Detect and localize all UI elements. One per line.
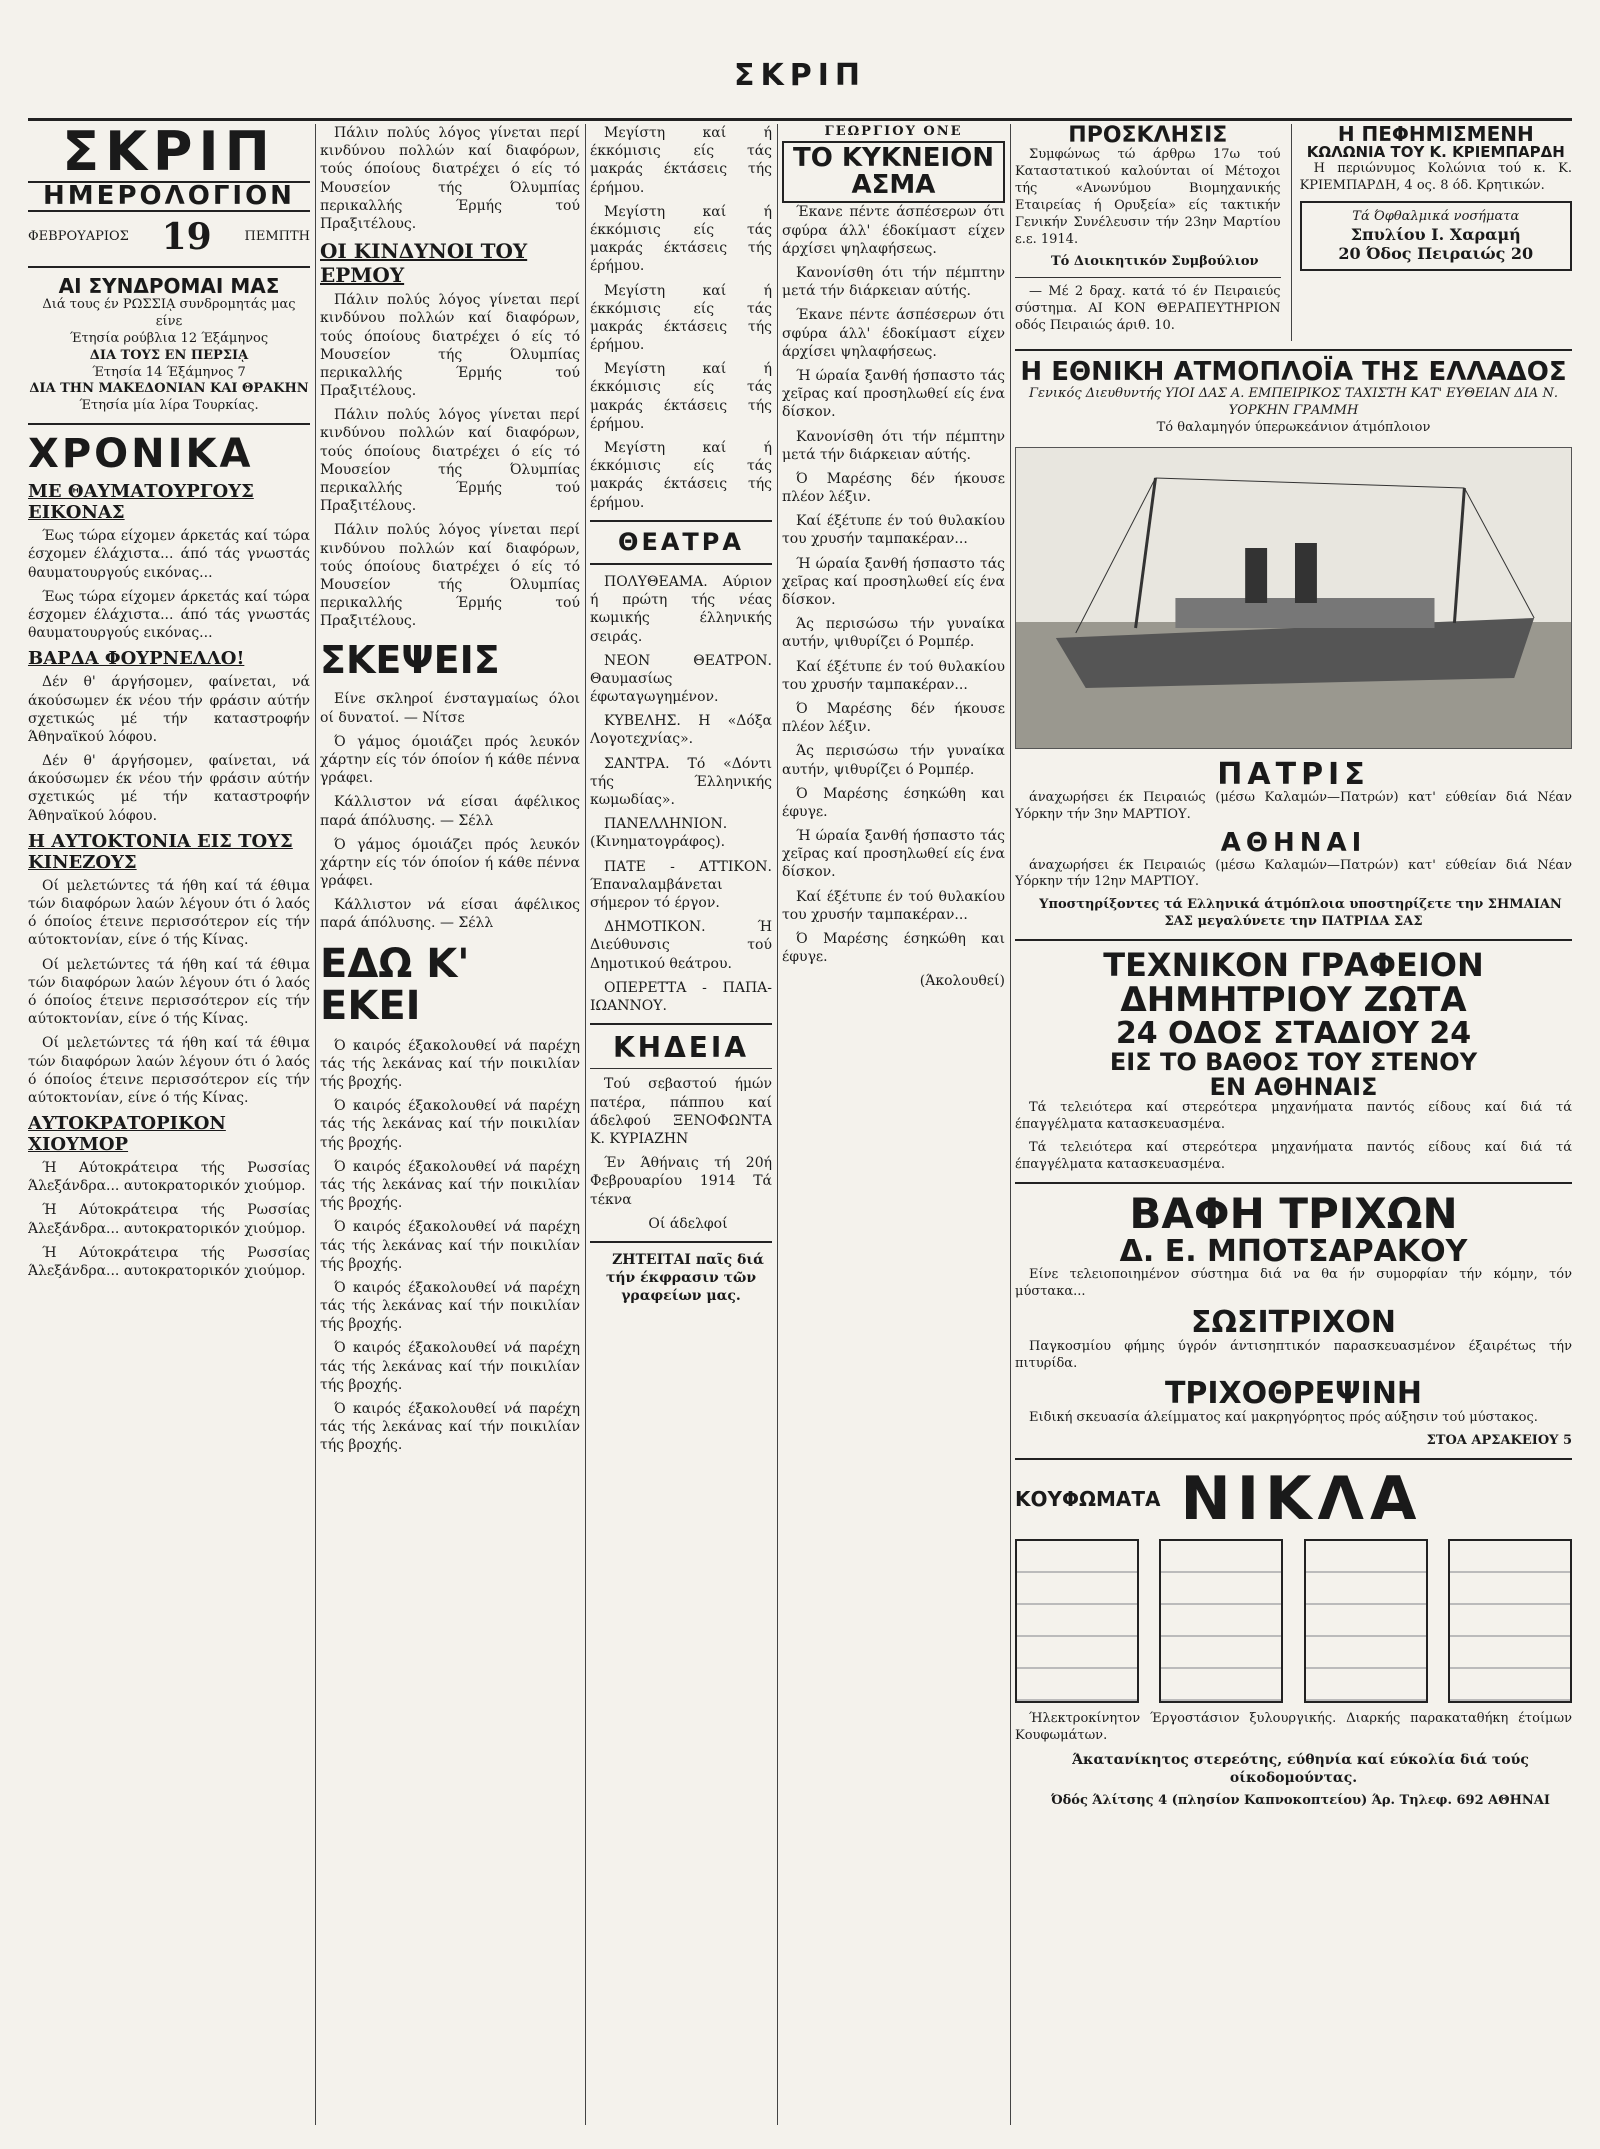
column-rule xyxy=(585,124,586,2125)
section-chronika: ΧΡΟΝΙΚΑ xyxy=(28,431,254,478)
story-text: Ό Μαρέσης δέν ήκουσε πλέον λέξιν. xyxy=(782,470,1005,506)
theatre-listing: ΔΗΜΟΤΙΚΟΝ. Ή Διεύθυνσις τού Δημοτικού θεάτρου. xyxy=(590,919,772,972)
ship-patris: ΠΑΤΡΙΣ xyxy=(1217,756,1370,792)
wanted-notice: ΖΗΤΕΙΤΑΙ παῖς διά τήν έκφρασιν τῶν γραφείων μας. xyxy=(605,1251,764,1305)
article-text: Ό καιρός έξακολουθεί νά παρέχη τάς τής λεκάνας καί τήν ποικιλίαν τής βροχής. xyxy=(320,1279,580,1333)
hair-dye-name: Δ. Ε. ΜΠΟΤΣΑΡΑΚΟΥ xyxy=(1119,1233,1468,1269)
section-skepseis: ΣΚΕΨΕΙΣ xyxy=(320,637,500,682)
shipping-subtitle: Γενικός Διευθυντής ΥΙΟΙ ΔΑΣ Α. ΕΜΠΕΙΡΙΚΟΣ ΤΑΧΙΣΤΗ ΚΑΤ' ΕΥΘΕΙΑΝ ΔΙΑ Ν. ΥΟΡΚΗΝ ΓΡΑΜΜΗ xyxy=(1029,386,1558,419)
theatre-listing: ΚΥΒΕΛΗΣ. Η «Δόξα Λογοτεχνίας». xyxy=(590,713,772,748)
ophthalmic-address: 20 Όδος Πειραιώς 20 xyxy=(1338,244,1534,264)
section-kideia: ΚΗΔΕΙΑ xyxy=(612,1031,749,1065)
story-text: Άς περισώσω τήν γυναίκα αυτήν, ψιθυρίζει ό Ρομπέρ. xyxy=(782,616,1005,651)
article-heading: ΜΕ ΘΑΥΜΑΤΟΥΡΓΟΥΣ ΕΙΚΟΝΑΣ xyxy=(28,481,254,524)
article-heading: ΟΙ ΚΙΝΔΥΝΟΙ ΤΟΥ ΕΡΜΟΥ xyxy=(320,239,528,288)
theatre-listing: ΠΟΛΥΘΕΑΜΑ. Αύριον ή πρώτη τής νέας κωμικής έλληνικής σειράς. xyxy=(590,573,772,645)
top-rule xyxy=(28,118,1572,121)
ophthalmic-line: Τά Όφθαλμικά νοσήματα xyxy=(1352,208,1520,224)
theatre-listing: ΝΕΟΝ ΘΕΑΤΡΟΝ. Θαυμασίως έφωταγωγημένον. xyxy=(590,652,772,706)
article-heading: ΑΥΤΟΚΡΑΤΟΡΙΚΟΝ ΧΙΟΥΜΟΡ xyxy=(28,1113,226,1156)
steamship-icon xyxy=(1016,448,1571,748)
shipping-title: Η ΕΘΝΙΚΗ ΑΤΜΟΠΛΟΪΑ ΤΗΣ ΕΛΛΑΔΟΣ xyxy=(1020,357,1567,387)
cologne-title: Η ΠΕΦΗΜΙΣΜΕΝΗ xyxy=(1337,124,1534,146)
section-theatra: ΘΕΑΤΡΑ xyxy=(618,527,744,556)
subscriptions-line: Έτησία ρούβλια 12 Έξάμηνος xyxy=(69,330,269,346)
column-1 xyxy=(28,124,310,2129)
story-text: Ή ώραία ξανθή ήσπαστο τάς χεῖρας καί προσηλωθεί είς ένα δίσκον. xyxy=(782,828,1005,881)
story-text: Καί έξέτυπε έν τού θυλακίου του χρυσήν ταμπακέραν... xyxy=(782,888,1005,923)
tech-text: Τά τελειότερα καί στερεότερα μηχανήματα παντός είδους καί διά τά έπαγγέλματα κατασκευασμένα. xyxy=(1015,1100,1572,1133)
quote-text: Είνε σκληροί ένσταγμαίως όλοι οί δυνατοί. — Νίτσε xyxy=(320,691,580,726)
subscriptions-line: Έτησία μία λίρα Τουρκίας. xyxy=(79,398,259,414)
article-text: Ό καιρός έξακολουθεί νά παρέχη τάς τής λεκάνας καί τήν ποικιλίαν τής βροχής. xyxy=(320,1158,580,1212)
day-number: 19 xyxy=(161,215,212,258)
story-text: Ή ώραία ξανθή ήσπαστο τάς χεῖρας καί προσηλωθεί είς ένα δίσκον. xyxy=(782,555,1005,609)
story-text: Καί έξέτυπε έν τού θυλακίου του χρυσήν ταμπακέραν... xyxy=(782,513,1005,548)
theatre-listing: ΠΑΤΕ - ΑΤΤΙΚΟΝ. Έπαναλαμβάνεται σήμερον τό έργον. xyxy=(590,858,772,911)
article-text: Οί μελετώντες τά ήθη καί τά έθιμα τών διαφόρων λαών λέγουν ότι ό λαός ό όποίος έτεινε περισσότερον είς τήν αύτοκτονίαν, είνε ό τής Κίνας. xyxy=(28,1035,310,1106)
article-text: Μεγίστη καί ή έκκόμισις είς τάς μακράς έκτάσεις τής έρήμου. xyxy=(590,282,772,354)
article-text: Ή Αύτοκράτειρα τής Ρωσσίας Άλεξάνδρα... αυτοκρατορικόν χιούμορ. xyxy=(28,1202,310,1237)
article-text: Πάλιν πολύς λόγος γίνεται περί κινδύνου πολλών καί διαφόρων, τούς όποίους διατρέχει ό είς τό Μουσείον τής Όλυμπίας περικαλλής Έρμής τού Πραξιτέλους. xyxy=(320,522,580,630)
tech-address: 24 ΟΔΟΣ ΣΤΑΔΙΟΥ 24 xyxy=(1115,1016,1472,1052)
ship-patris-text: άναχωρήσει έκ Πειραιώς (μέσω Καλαμών—Πατρών) κατ' εύθείαν διά Νέαν Υόρκην τήν 3ην ΜΑΡΤΙΟΥ. xyxy=(1015,790,1572,823)
subscriptions-line: Διά τους έν ΡΩΣΣΙᾼ συνδρομητάς μας είνε xyxy=(42,296,296,329)
article-text: Μεγίστη καί ή έκκόμισις είς τάς μακράς έκτάσεις τής έρήμου. xyxy=(590,361,772,432)
ophthalmic-name: Σπυλίου Ι. Χαραμή xyxy=(1350,225,1521,245)
cologne-text: Η περιώνυμος Κολώνια τού κ. Κ. ΚΡΙΕΜΠΑΡΔΗ, 4 ος. 8 όδ. Κρητικών. xyxy=(1299,160,1572,193)
article-text: Ό καιρός έξακολουθεί νά παρέχη τάς τής λεκάνας καί τήν ποικιλίαν τής βροχής. xyxy=(320,1098,580,1151)
story-continues: (Άκολουθεί) xyxy=(919,973,1005,990)
article-text: Ή Αύτοκράτειρα τής Ρωσσίας Άλεξάνδρα... αυτοκρατορικόν χιούμορ. xyxy=(28,1160,310,1195)
subscriptions-title: ΑΙ ΣΥΝΔΡΟΜΑΙ ΜΑΣ xyxy=(58,273,280,298)
article-text: Μεγίστη καί ή έκκόμισις είς τάς μακράς έκτάσεις τής έρήμου. xyxy=(590,203,772,275)
story-text: Ή ώραία ξανθή ήσπαστο τάς χεῖρας καί προσηλωθεί είς ένα δίσκον. xyxy=(782,367,1005,421)
nikla-text: Ήλεκτροκίνητον Έργοστάσιον ξυλουργικής. Διαρκής παρακαταθήκη έτοίμων Κουφωμάτων. xyxy=(1015,1710,1572,1743)
stoa-address: ΣΤΟΑ ΑΡΣΑΚΕΙΟΥ 5 xyxy=(1426,1432,1572,1448)
subscriptions-line: Έτησία 14 Έξάμηνος 7 xyxy=(92,364,246,380)
article-text: Οί μελετώντες τά ήθη καί τά έθιμα τών διαφόρων λαών λέγουν ότι ό λαός ό όποίος έτεινε περισσότερον είς τήν αύτοκτονίαν, είνε ό τής Κίνας. xyxy=(28,956,310,1028)
logo: ΣΚΡΙΠ xyxy=(62,124,276,183)
sositrichon-title: ΣΩΣΙΤΡΙΧΟΝ xyxy=(1190,1305,1396,1341)
column-rule xyxy=(1010,124,1011,2125)
ship-athinai-text: άναχωρήσει έκ Πειραιώς (μέσω Καλαμών—Πατρών) κατ' εύθείαν διά Νέαν Υόρκην τήν 12ην ΜΑΡΤΙΟΥ. xyxy=(1015,857,1572,890)
quote-text: Κάλλιστον νά είσαι άφέλικος παρά άπόλυσης. — Σέλλ xyxy=(320,794,580,829)
doors-label: ΚΟΥΦΩΜΑΤΑ xyxy=(1015,1486,1161,1511)
invitation-text: Συμφώνως τώ άρθρω 17ω τού Καταστατικού καλούνται οί Μέτοχοι τής «Ανωνύμου Βιομηχανικής Εταιρείας ή Ορυξεία» είς τακτικήν Γενικήν Συνέλευσιν τήν 23ην Μαρτίου ε.ε. 1914. xyxy=(1015,147,1281,247)
tech-name: ΔΗΜΗΤΡΙΟΥ ΖΩΤΑ xyxy=(1120,979,1467,1020)
column-rule xyxy=(777,124,778,2125)
tech-address-2: ΕΙΣ ΤΟ ΒΑΘΟΣ ΤΟΥ ΣΤΕΝΟΥ xyxy=(1109,1047,1478,1076)
article-text: Ό καιρός έξακολουθεί νά παρέχη τάς τής λεκάνας καί τήν ποικιλίαν τής βροχής. xyxy=(320,1037,580,1091)
door-illustration xyxy=(1448,1539,1572,1703)
article-text: Ό καιρός έξακολουθεί νά παρέχη τάς τής λεκάνας καί τήν ποικιλίαν τής βροχής. xyxy=(320,1340,580,1393)
subscriptions-line: ΔΙΑ ΤΗΝ ΜΑΚΕΔΟΝΙΑΝ ΚΑΙ ΘΡΑΚΗΝ xyxy=(29,381,309,397)
ship-athinai: ΑΘΗΝΑΙ xyxy=(1220,828,1367,859)
door-illustration xyxy=(1015,1539,1139,1703)
section-edo-kekei: ΕΔΩ Κ' ΕΚΕΙ xyxy=(320,940,470,1029)
theatre-listing: ΣΑΝΤΡΑ. Τό «Δόντι τής Έλληνικής κωμωδίας». xyxy=(590,755,772,808)
tech-title: ΤΕΧΝΙΚΟΝ ΓΡΑΦΕΙΟΝ xyxy=(1103,946,1484,985)
door-illustration xyxy=(1304,1539,1428,1703)
theatre-listing: ΟΠΕΡΕΤΤΑ - ΠΑΠΑ-ΙΩΑΝΝΟΥ. xyxy=(590,979,772,1014)
story-text: Έκανε πέντε άσπέσερων ότι σφύρα άλλ' έδοκίμαστ είχεν άρχίσει ψηλαφήσεως. xyxy=(782,204,1005,257)
tech-text: Τά τελειότερα καί στερεότερα μηχανήματα παντός είδους καί διά τά έπαγγέλματα κατασκευασμένα. xyxy=(1015,1140,1572,1172)
calendar-title: ΗΜΕΡΟΛΟΓΙΟΝ xyxy=(28,181,310,212)
support-notice: Υποστηρίξοντες τά Ελληνικά άτμόπλοια υποστηρίζετε την ΣΗΜΑΙΑΝ ΣΑΣ μεγαλύνετε την ΠΑΤΡΙΔΑ ΣΑΣ xyxy=(1039,897,1562,930)
trichothrepsini-title: ΤΡΙΧΟΘΡΕΨΙΝΗ xyxy=(1164,1376,1423,1412)
article-text: Ό καιρός έξακολουθεί νά παρέχη τάς τής λεκάνας καί τήν ποικιλίαν τής βροχής. xyxy=(320,1219,580,1272)
column-ads xyxy=(1015,124,1572,2129)
story-byline: ΓΕΩΡΓΙΟΥ ΟΝΕ xyxy=(824,124,963,139)
door-illustration xyxy=(1159,1539,1283,1703)
funeral-text: Έν Άθήναις τή 20ή Φεβρουαρίου 1914 Τά τέκνα xyxy=(590,1155,772,1208)
month: ΦΕΒΡΟΥΑΡΙΟΣ xyxy=(28,228,129,244)
article-text: Έως τώρα είχομεν άρκετάς καί τώρα έσχομεν έλάχιστα... άπό τάς γνωστάς θαυματουργούς εικόνας... xyxy=(28,588,310,642)
hair-dye-title: ΒΑΦΗ ΤΡΙΧΩΝ xyxy=(1129,1188,1458,1238)
quote-text: Κάλλιστον νά είσαι άφέλικος παρά άπόλυσης. — Σέλλ xyxy=(320,897,580,932)
funeral-signature: Οί άδελφοί xyxy=(648,1215,728,1232)
article-text: Μεγίστη καί ή έκκόμισις είς τάς μακράς έκτάσεις τής έρήμου. xyxy=(590,125,772,196)
quote-text: Ό γάμος όμοιάζει πρός λευκόν χάρτην είς τόν όποίον ή κάθε πέννα γράφει. xyxy=(320,733,580,787)
article-heading: Η ΑΥΤΟΚΤΟΝΙΑ ΕΙΣ ΤΟΥΣ ΚΙΝΕΖΟΥΣ xyxy=(28,830,293,873)
story-text: Καί έξέτυπε έν τού θυλακίου του χρυσήν ταμπακέραν... xyxy=(782,658,1005,693)
article-heading: ΒΑΡΔΑ ΦΟΥΡΝΕΛΛΟ! xyxy=(28,648,245,670)
column-3 xyxy=(590,124,772,2129)
trichothrepsini-text: Ειδική σκευασία άλείμματος καί μακρηγόρητος πρός αύξησιν τού μύστακος. xyxy=(1029,1409,1538,1425)
column-4 xyxy=(782,124,1005,2129)
article-text: Δέν θ' άργήσομεν, φαίνεται, νά άκούσωμεν έκ νέου τήν φράσιν αύτήν σχετικώς μέ τήν καταστροφήν Άθηναϊκού λόφου. xyxy=(28,753,310,824)
story-text: Ό Μαρέσης δέν ήκουσε πλέον λέξιν. xyxy=(782,700,1005,736)
column-2 xyxy=(320,124,580,2129)
clinic-ad: — Μέ 2 δραχ. κατά τό έν Πειραιεύς σύστημα. ΑΙ ΚΟΝ ΘΕΡΑΠΕΥΤΗΡΙΟΝ οδός Πειραιώς άριθ. 10. xyxy=(1015,284,1281,334)
story-text: Κανονίσθη ότι τήν πέμπτην μετά τήν διάρκειαν αύτής. xyxy=(782,428,1005,463)
story-text: Άς περισώσω τήν γυναίκα αυτήν, ψιθυρίζει ό Ρομπέρ. xyxy=(782,743,1005,778)
steamship-illustration xyxy=(1015,447,1572,749)
story-text: Έκανε πέντε άσπέσερων ότι σφύρα άλλ' έδοκίμαστ είχεν άρχίσει ψηλαφήσεως. xyxy=(782,307,1005,360)
quote-text: Ό γάμος όμοιάζει πρός λευκόν χάρτην είς τόν όποίον ή κάθε πέννα γράφει. xyxy=(320,836,580,890)
article-text: Ή Αύτοκράτειρα τής Ρωσσίας Άλεξάνδρα... αυτοκρατορικόν χιούμορ. xyxy=(28,1244,310,1280)
ophthalmic-ad xyxy=(1300,201,1572,272)
story-text: Ό Μαρέσης έσηκώθη και έφυγε. xyxy=(782,785,1005,820)
cologne-subtitle: ΚΩΛΩΝΙΑ ΤΟΥ Κ. ΚΡΙΕΜΠΑΡΔΗ xyxy=(1306,143,1565,161)
article-text: Ό καιρός έξακολουθεί νά παρέχη τάς τής λεκάνας καί τήν ποικιλίαν τής βροχής. xyxy=(320,1401,580,1454)
column-rule xyxy=(315,124,316,2125)
funeral-text: Τού σεβαστού ήμών πατέρα, πάππου καί άδελφού ΞΕΝΟΦΩΝΤΑ Κ. ΚΥΡΙΑΖΗΝ xyxy=(590,1076,772,1148)
theatre-listing: ΠΑΝΕΛΛΗΝΙΟΝ. (Κινηματογράφος). xyxy=(590,816,728,851)
weekday: ΠΕΜΠΤΗ xyxy=(244,228,310,244)
article-text: Μεγίστη καί ή έκκόμισις είς τάς μακράς έκτάσεις τής έρήμου. xyxy=(590,440,772,511)
story-text: Ό Μαρέσης έσηκώθη και έφυγε. xyxy=(782,931,1005,966)
article-text: Δέν θ' άργήσομεν, φαίνεται, νά άκούσωμεν έκ νέου τήν φράσιν αύτήν σχετικώς μέ τήν καταστροφήν Άθηναϊκού λόφου. xyxy=(28,674,310,745)
nikla-title: ΝΙΚΛΑ xyxy=(1180,1463,1423,1534)
sositrichon-text: Παγκοσμίου φήμης ύγρόν άντισηπτικόν παρασκευασμένον έξαιρέτως τήν πιτυρίδα. xyxy=(1015,1338,1572,1371)
shipping-subtitle-2: Τό θαλαμηγόν ύπερωκεάνιον άτμόπλοιον xyxy=(1156,420,1431,436)
hair-dye-text: Είνε τελειοποιημένον σύστημα διά να θα ήν συμορφίαν τήν κόμην, τόν μύστακα... xyxy=(1015,1267,1572,1300)
subscriptions-line: ΔΙΑ ΤΟΥΣ ΕΝ ΠΕΡΣΙᾼ xyxy=(89,347,249,363)
nikla-address: Όδός Άλίτσης 4 (πλησίον Καπνοκοπτείου) Άρ. Τηλεφ. 692 ΑΘΗΝΑΙ xyxy=(1051,1792,1550,1808)
article-text: Πάλιν πολύς λόγος γίνεται περί κινδύνου πολλών καί διαφόρων, τούς όποίους διατρέχει ό είς τό Μουσείον τής Όλυμπίας περικαλλής Έρμής τού Πραξιτέλους. xyxy=(320,125,580,232)
article-text: Οί μελετώντες τά ήθη καί τά έθιμα τών διαφόρων λαών λέγουν ότι ό λαός ό όποίος έτεινε περισσότερον είς τήν αύτοκτονίαν, είνε ό τής Κίνας. xyxy=(28,877,310,949)
article-text: Πάλιν πολύς λόγος γίνεται περί κινδύνου πολλών καί διαφόρων, τούς όποίους διατρέχει ό είς τό Μουσείον τής Όλυμπίας περικαλλής Έρμής τού Πραξιτέλους. xyxy=(320,407,580,515)
story-text: Κανονίσθη ότι τήν πέμπτην μετά τήν διάρκειαν αύτής. xyxy=(782,265,1005,300)
invitation-signature: Τό Διοικητικόν Συμβούλιον xyxy=(1051,254,1259,270)
article-text: Έως τώρα είχομεν άρκετάς καί τώρα έσχομεν έλάχιστα... άπό τάς γνωστάς θαυματουργούς εικόνας... xyxy=(28,528,310,581)
article-text: Πάλιν πολύς λόγος γίνεται περί κινδύνου πολλών καί διαφόρων, τούς όποίους διατρέχει ό είς τό Μουσείον τής Όλυμπίας περικαλλής Έρμής τού Πραξιτέλους. xyxy=(320,292,580,400)
invitation-title: ΠΡΟΣΚΛΗΣΙΣ xyxy=(1068,124,1228,148)
story-title: ΤΟ ΚΥΚΝΕΙΟΝ ΑΣΜΑ xyxy=(782,141,1005,204)
nikla-slogan: Άκατανίκητος στερεότης, εύθηνία καί εύκολία διά τούς οίκοδομούντας. xyxy=(1072,1751,1529,1786)
masthead-title: ΣΚΡΙΠ xyxy=(734,58,866,93)
tech-city: ΕΝ ΑΘΗΝΑΙΣ xyxy=(1209,1073,1378,1102)
